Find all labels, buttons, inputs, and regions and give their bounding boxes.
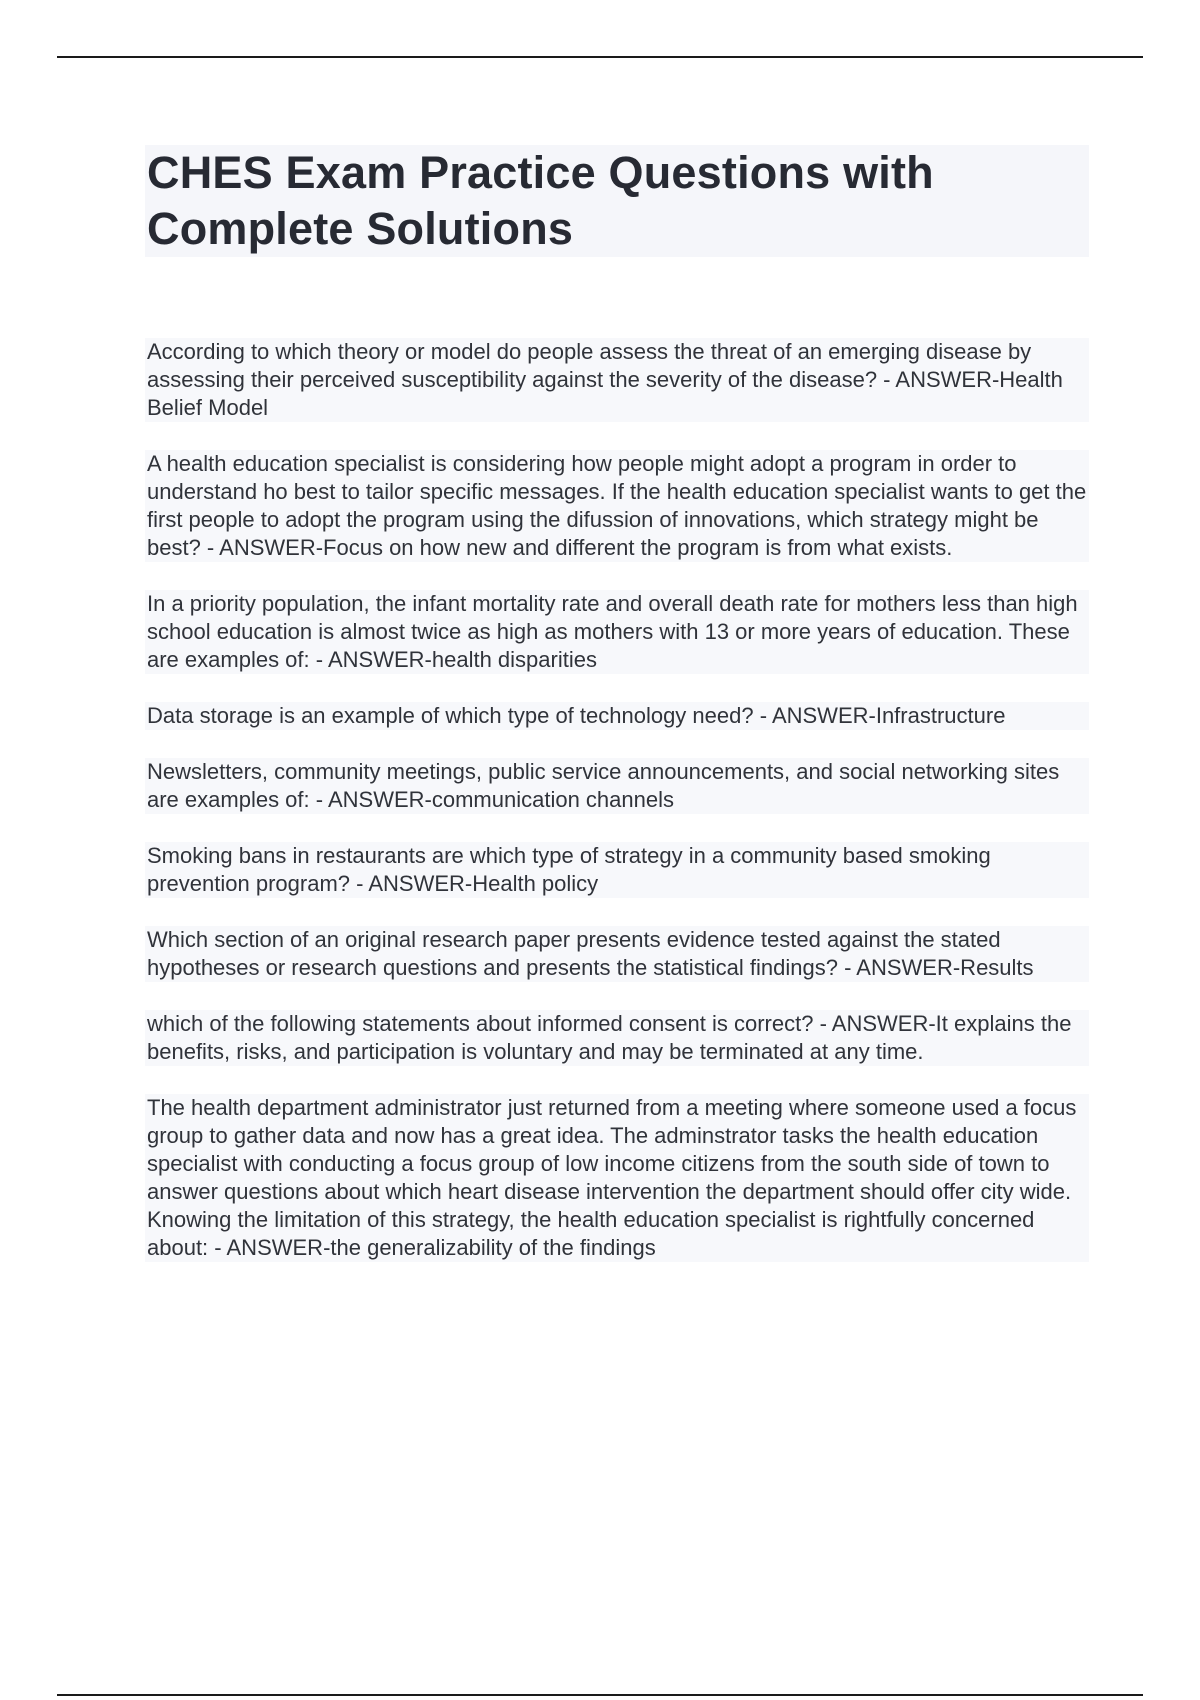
qa-entry-8: which of the following statements about informed consent is correct? - ANSWER-It explains the benefits, risks, and participation is voluntary and may be terminated at any time.: [145, 1010, 1089, 1066]
title-block: [145, 145, 1089, 257]
qa-entry-1: According to which theory or model do people assess the threat of an emerging disease by assessing their perceived susceptibility against the severity of the disease? - ANSWER-Health Belief Model: [145, 338, 1089, 422]
document-title: CHES Exam Practice Questions with Complete Solutions: [147, 147, 934, 254]
question-answer-list: [145, 338, 1089, 1290]
qa-entry-2: A health education specialist is considering how people might adopt a program in order to understand ho best to tailor specific messages. If the health education specialist wants to get the first people to adopt the program using the difussion of innovations, which strategy might be best? - ANSWER-Focus on how new and different the program is from what exists.: [145, 450, 1089, 562]
qa-entry-6: Smoking bans in restaurants are which type of strategy in a community based smoking prevention program? - ANSWER-Health policy: [145, 842, 1089, 898]
bottom-divider: [57, 1694, 1143, 1696]
qa-entry-3: In a priority population, the infant mortality rate and overall death rate for mothers less than high school education is almost twice as high as mothers with 13 or more years of education. These are examples of: - ANSWER-health disparities: [145, 590, 1089, 674]
qa-entry-4: Data storage is an example of which type of technology need? - ANSWER-Infrastructure: [145, 702, 1089, 730]
qa-entry-9: The health department administrator just returned from a meeting where someone used a focus group to gather data and now has a great idea. The adminstrator tasks the health education specialist with conducting a focus group of low income citizens from the south side of town to answer questions about which heart disease intervention the department should offer city wide. Knowing the limitation of this strategy, the health education specialist is rightfully concerned about: - ANSWER-the generalizability of the findings: [145, 1094, 1089, 1262]
qa-entry-7: Which section of an original research paper presents evidence tested against the stated hypotheses or research questions and presents the statistical findings? - ANSWER-Results: [145, 926, 1089, 982]
top-divider: [57, 56, 1143, 58]
qa-entry-5: Newsletters, community meetings, public service announcements, and social networking sites are examples of: - ANSWER-communication channels: [145, 758, 1089, 814]
